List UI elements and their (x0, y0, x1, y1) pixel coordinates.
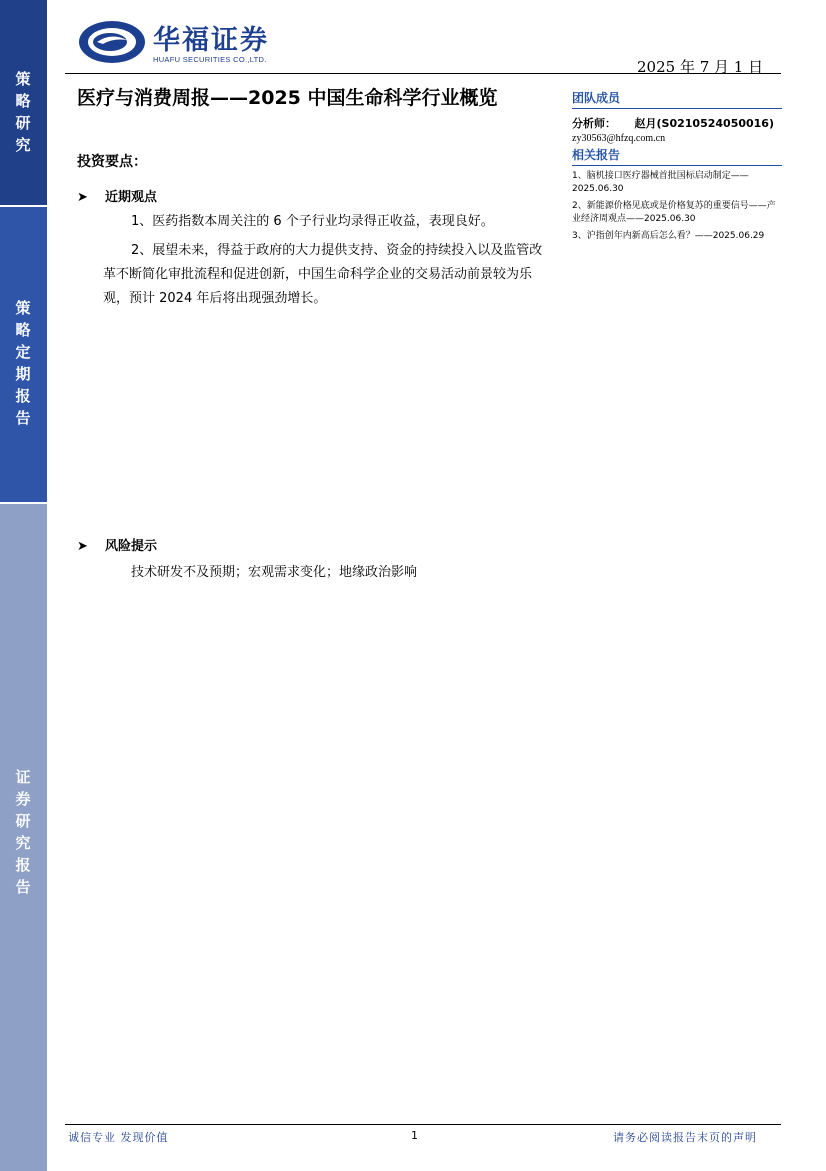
analyst-row (572, 115, 782, 131)
report-title: 医疗与消费周报——2025 中国生命科学行业概览 (77, 87, 498, 109)
analyst-name: 赵月(S0210524050016) (634, 117, 774, 130)
logo-name-en: HUAFU SECURITIES CO.,LTD. (153, 55, 267, 64)
footer-disclaimer: 请务必阅读报告末页的声明 (613, 1131, 757, 1144)
footer-slogan: 诚信专业 发现价值 (68, 1131, 169, 1144)
team-heading: 团队成员 (572, 89, 782, 109)
related-reports-panel (572, 146, 782, 243)
sidebar-segment-research (0, 502, 47, 1171)
risk-label: 风险提示 (105, 539, 158, 554)
sidebar-segment-strategy (0, 0, 47, 205)
page-number: 1 (411, 1129, 419, 1142)
investment-points-heading: 投资要点： (77, 154, 147, 170)
related-report-item[interactable]: 1、脑机接口医疗器械首批国标启动制定——2025.06.30 (572, 171, 749, 194)
company-logo (77, 18, 287, 66)
arrow-bullet-icon: ➤ (77, 190, 88, 205)
sidebar-segment-periodic (0, 205, 47, 504)
sidebar (0, 0, 47, 1169)
recent-view-point-1: 1、医药指数本周关注的 6 个子行业均录得正收益，表现良好。 (131, 214, 494, 229)
report-date: 2025 年 7 月 1 日 (637, 58, 764, 76)
risk-bullet (77, 535, 157, 554)
analyst-label: 分析师： (572, 117, 616, 130)
related-reports-heading: 相关报告 (572, 146, 782, 166)
analyst-email[interactable]: zy30563@hfzq.com.cn (572, 133, 666, 144)
logo-emblem-icon (77, 18, 147, 66)
risk-text: 技术研发不及预期；宏观需求变化；地缘政治影响 (131, 565, 418, 580)
sidebar-label-periodic: 策略定期报告 (15, 299, 32, 427)
footer-divider (65, 1124, 781, 1125)
sidebar-label-research: 证券研究报告 (15, 768, 32, 896)
recent-view-bullet (77, 186, 157, 205)
sidebar-label-strategy: 策略研究 (15, 70, 32, 154)
related-report-item[interactable]: 2、新能源价格见底或是价格复苏的重要信号——产业经济周观点——2025.06.30 (572, 201, 776, 224)
logo-name-cn: 华福证券 (153, 25, 269, 56)
related-report-item[interactable]: 3、沪指创年内新高后怎么看？——2025.06.29 (572, 231, 765, 241)
team-panel (572, 89, 782, 144)
recent-view-point-2: 2、展望未来，得益于政府的大力提供支持、资金的持续投入以及监管改革不断简化审批流程和促进创新，中国生命科学企业的交易活动前景较为乐观，预计 2024 年后将出现强劲增长。 (103, 243, 543, 306)
header-divider (65, 73, 781, 74)
arrow-bullet-icon: ➤ (77, 539, 88, 554)
recent-view-label: 近期观点 (105, 190, 158, 205)
